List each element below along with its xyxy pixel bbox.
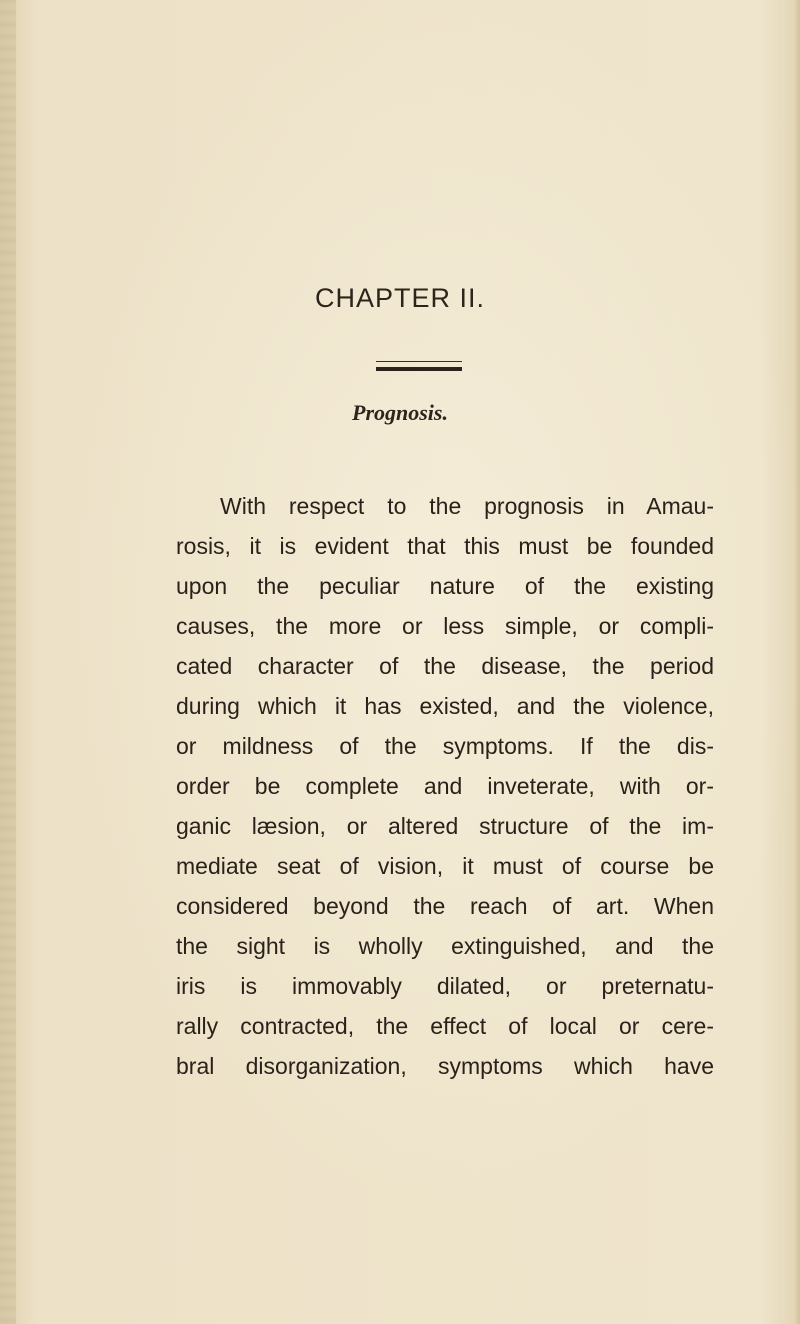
body-paragraph [176, 486, 714, 1086]
body-line: With respect to the prognosis in Amau- [220, 493, 714, 519]
divider-thin-line [376, 361, 462, 362]
body-line: during which it has existed, and the violence, [176, 693, 714, 719]
section-divider-rule [376, 361, 462, 371]
body-line: iris is immovably dilated, or preternatu- [176, 973, 714, 999]
body-line: rally contracted, the effect of local or cere- [176, 1013, 714, 1039]
page-gutter [0, 0, 16, 1324]
body-line: rosis, it is evident that this must be founded [176, 533, 714, 559]
section-title: Prognosis. [352, 400, 448, 425]
body-line: order be complete and inveterate, with or- [176, 773, 714, 799]
body-line: mediate seat of vision, it must of course be [176, 853, 714, 879]
body-line: considered beyond the reach of art. When [176, 893, 714, 919]
chapter-heading: CHAPTER II. [314, 283, 486, 313]
body-line: bral disorganization, symptoms which have [176, 1053, 714, 1079]
body-line: cated character of the disease, the period [176, 653, 714, 679]
body-line: upon the peculiar nature of the existing [176, 573, 714, 599]
page-edge-shadow [794, 0, 800, 1324]
divider-thick-line [376, 367, 462, 371]
body-line: causes, the more or less simple, or compli- [176, 613, 714, 639]
body-line: the sight is wholly extinguished, and the [176, 933, 714, 959]
body-line: or mildness of the symptoms. If the dis- [176, 733, 714, 759]
body-line: ganic læsion, or altered structure of the im- [176, 813, 714, 839]
